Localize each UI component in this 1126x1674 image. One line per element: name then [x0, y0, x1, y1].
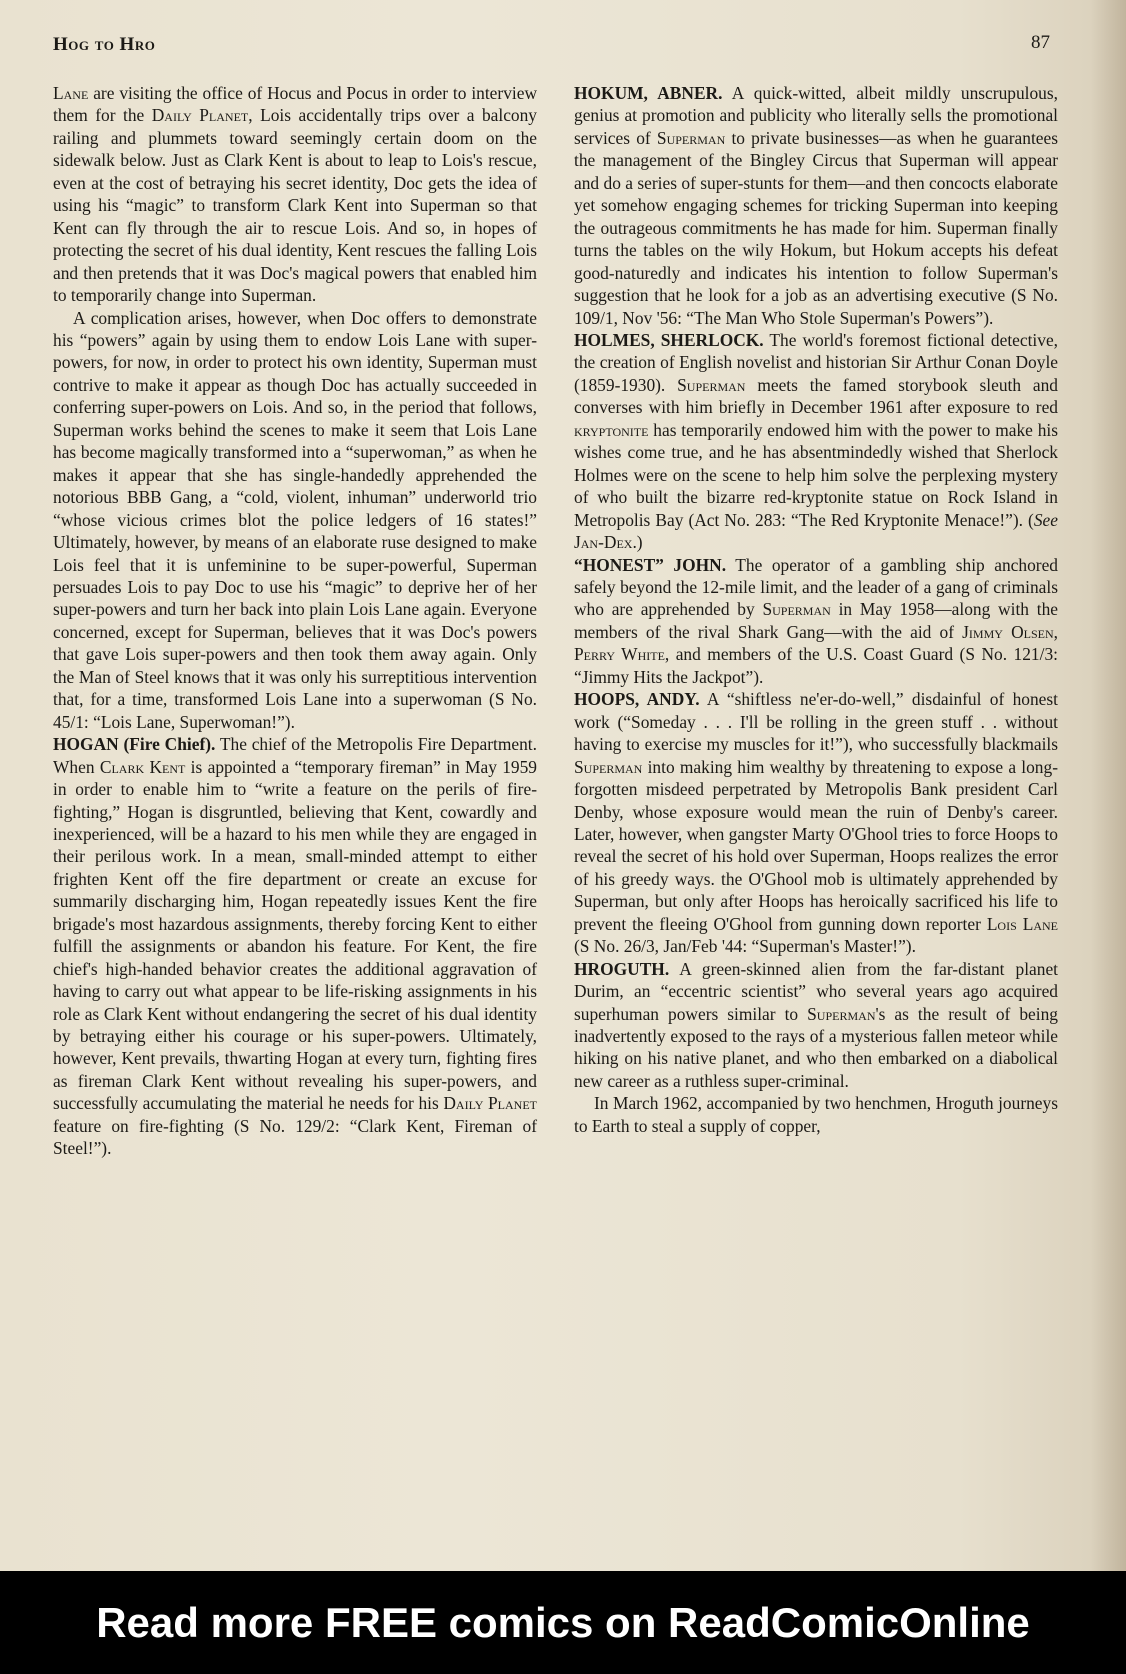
right-column — [574, 82, 1058, 1137]
headword-hroguth: HROGUTH. — [574, 958, 670, 979]
headword-hoops: HOOPS, ANDY. — [574, 689, 700, 710]
entry-hokum: HOKUM, ABNER. A quick-witted, albeit mildly unscrupulous, genius at promotion and publicity who literally sells the promotional services of Superman to private businesses—as when he guarantees the management of the Bingley Circus that Superman will appear and do a series of super-stunts for them—and then concocts elaborate yet somehow engaging schemes for tricking Superman into keeping the outrageous commitments he has made for him. Superman finally turns the tables on the wily Hokum, but Hokum accepts his defeat good-naturedly and indicates his intention to follow Superman's suggestion that he look for a job as an advertising executive (S No. 109/1, Nov '56: “The Man Who Stole Superman's Powers”). — [574, 83, 1058, 328]
page-spine-shadow — [1090, 0, 1126, 1571]
entry-hocus-pocus-paragraph-2: A complication arises, however, when Doc offers to demonstrate his “powers” again by using them to endow Lois Lane with super-powers, for now, in order to protect his own identity, Superman must contrive to make it appear as though Doc has actually succeeded in conferring super-powers on Lois. And so, in the period that follows, Superman works behind the scenes to make it seem that Lois Lane has become magically transformed into a “superwoman,” as when he makes it appear that she has single-handedly apprehended the notorious BBB Gang, a “cold, violent, inhuman” underworld trio “whose vicious crimes blot the police ledgers of 16 states!” Ultimately, however, by means of an elaborate ruse designed to make Lois feel that it is unfeminine to be super-powerful, Superman persuades Lois to pay Doc to use his “magic” to deprive her of her super-powers and turn her back into plain Lois Lane again. Everyone concerned, except for Superman, believes that it was Doc's powers that gave Lois super-powers and then took them away again. Only the Man of Steel knows that it was only his surreptitious intervention that, for a time, transformed Lois Lane into a superwoman (S No. 45/1: “Lois Lane, Superwoman!”). — [53, 307, 537, 732]
headword-honest-john: “HONEST” JOHN. — [574, 554, 727, 575]
promo-banner-text: Read more FREE comics on ReadComicOnline — [96, 1598, 1030, 1646]
entry-hocus-pocus-continued: Lane are visiting the office of Hocus and Pocus in order to interview them for the Daily Planet, Lois accidentally trips over a balcony railing and plummets toward seemingly certain doom on the sidewalk below. Just as Clark Kent is about to leap to Lois's rescue, even at the cost of betraying his secret identity, Doc gets the idea of using his “magic” to transform Clark Kent into Superman so that Kent can fly through the air to rescue Lois. And so, in hopes of protecting the secret of his dual identity, Kent rescues the falling Lois and then pretends that it was Doc's magical powers that enabled him to temporarily change into Superman. — [53, 83, 538, 306]
entry-hoops: HOOPS, ANDY. A “shiftless ne'er-do-well,” disdainful of honest work (“Someday . . . I'll be rolling in the green stuff . . without having to exercise my muscles for it!”), who successfully blackmails Superman into making him wealthy by threatening to expose a long-forgotten misdeed perpetrated by Metropolis Bank president Carl Denby, whose exposure would mean the ruin of Denby's career. Later, however, when gangster Marty O'Ghool tries to force Hoops to reveal the secret of his hold over Superman, Hoops realizes the error of his greedy ways. the O'Ghool mob is ultimately apprehended by Superman, but only after Hoops has heroically sacrificed his life to prevent the fleeing O'Ghool from gunning down reporter Lois Lane (S No. 26/3, Jan/Feb '44: “Superman's Master!”). — [574, 689, 1058, 957]
promo-banner[interactable] — [0, 1571, 1126, 1674]
headword-holmes: HOLMES, SHERLOCK. — [574, 329, 764, 350]
headword-hokum: HOKUM, ABNER. — [574, 83, 723, 103]
page-number: 87 — [1031, 32, 1050, 53]
entry-hogan: HOGAN (Fire Chief). The chief of the Metropolis Fire Department. When Clark Kent is appointed a “temporary fireman” in May 1959 in order to enable him to “write a feature on the perils of fire-fighting,” Hogan is disgruntled, believing that Kent, cowardly and inexperienced, will be a hazard to his men while they are engaged in their perilous work. In a mean, small-minded attempt to either frighten Kent off the fire department or create an excuse for summarily discharging him, Hogan repeatedly issues Kent the fire brigade's most hazardous assignments, thereby forcing Kent to either fulfill the assignments or abandon his feature. For Kent, the fire chief's high-handed behavior creates the additional aggravation of having to carry out what appear to be life-risking assignments in his role as Clark Kent without endangering the secret of his dual identity by betraying either his courage or his super-powers. Ultimately, however, Kent prevails, thwarting Hogan at every turn, fighting fires as fireman Clark Kent without revealing his super-powers, and successfully accumulating the material he needs for his Daily Planet feature on fire-fighting (S No. 129/2: “Clark Kent, Fireman of Steel!”). — [53, 734, 538, 1159]
entry-hroguth: HROGUTH. A green-skinned alien from the far-distant planet Durim, an “eccentric scientist” who several years ago acquired superhuman powers similar to Superman's as the result of being inadvertently exposed to the rays of a mysterious fallen meteor while hiking on his native planet, and who then embarked on a diabolical new career as a ruthless super-criminal. — [574, 958, 1058, 1091]
running-head: Hog to Hro — [53, 34, 156, 55]
entry-hroguth-paragraph-2: In March 1962, accompanied by two henchmen, Hroguth journeys to Earth to steal a supply of copper, — [574, 1093, 1058, 1136]
entry-holmes: HOLMES, SHERLOCK. The world's foremost fictional detective, the creation of English novelist and historian Sir Arthur Conan Doyle (1859-1930). Superman meets the famed storybook sleuth and converses with him briefly in December 1961 after exposure to red kryptonite has temporarily endowed him with the power to make his wishes come true, and he has absentmindedly wished that Sherlock Holmes were on the scene to help him solve the perplexing mystery of who built the bizarre red-kryptonite statue on Rock Island in Metropolis Bay (Act No. 283: “The Red Kryptonite Menace!”). (See Jan-Dex.) — [574, 329, 1059, 553]
entry-honest-john: “HONEST” JOHN. The operator of a gambling ship anchored safely beyond the 12-mile limit, and the leader of a gang of criminals who are apprehended by Superman in May 1958—along with the members of the rival Shark Gang—with the aid of Jimmy Olsen, Perry White, and members of the U.S. Coast Guard (S No. 121/3: “Jimmy Hits the Jackpot”). — [574, 554, 1058, 687]
left-column — [53, 82, 537, 1160]
headword-hogan: HOGAN (Fire Chief). — [53, 734, 216, 755]
